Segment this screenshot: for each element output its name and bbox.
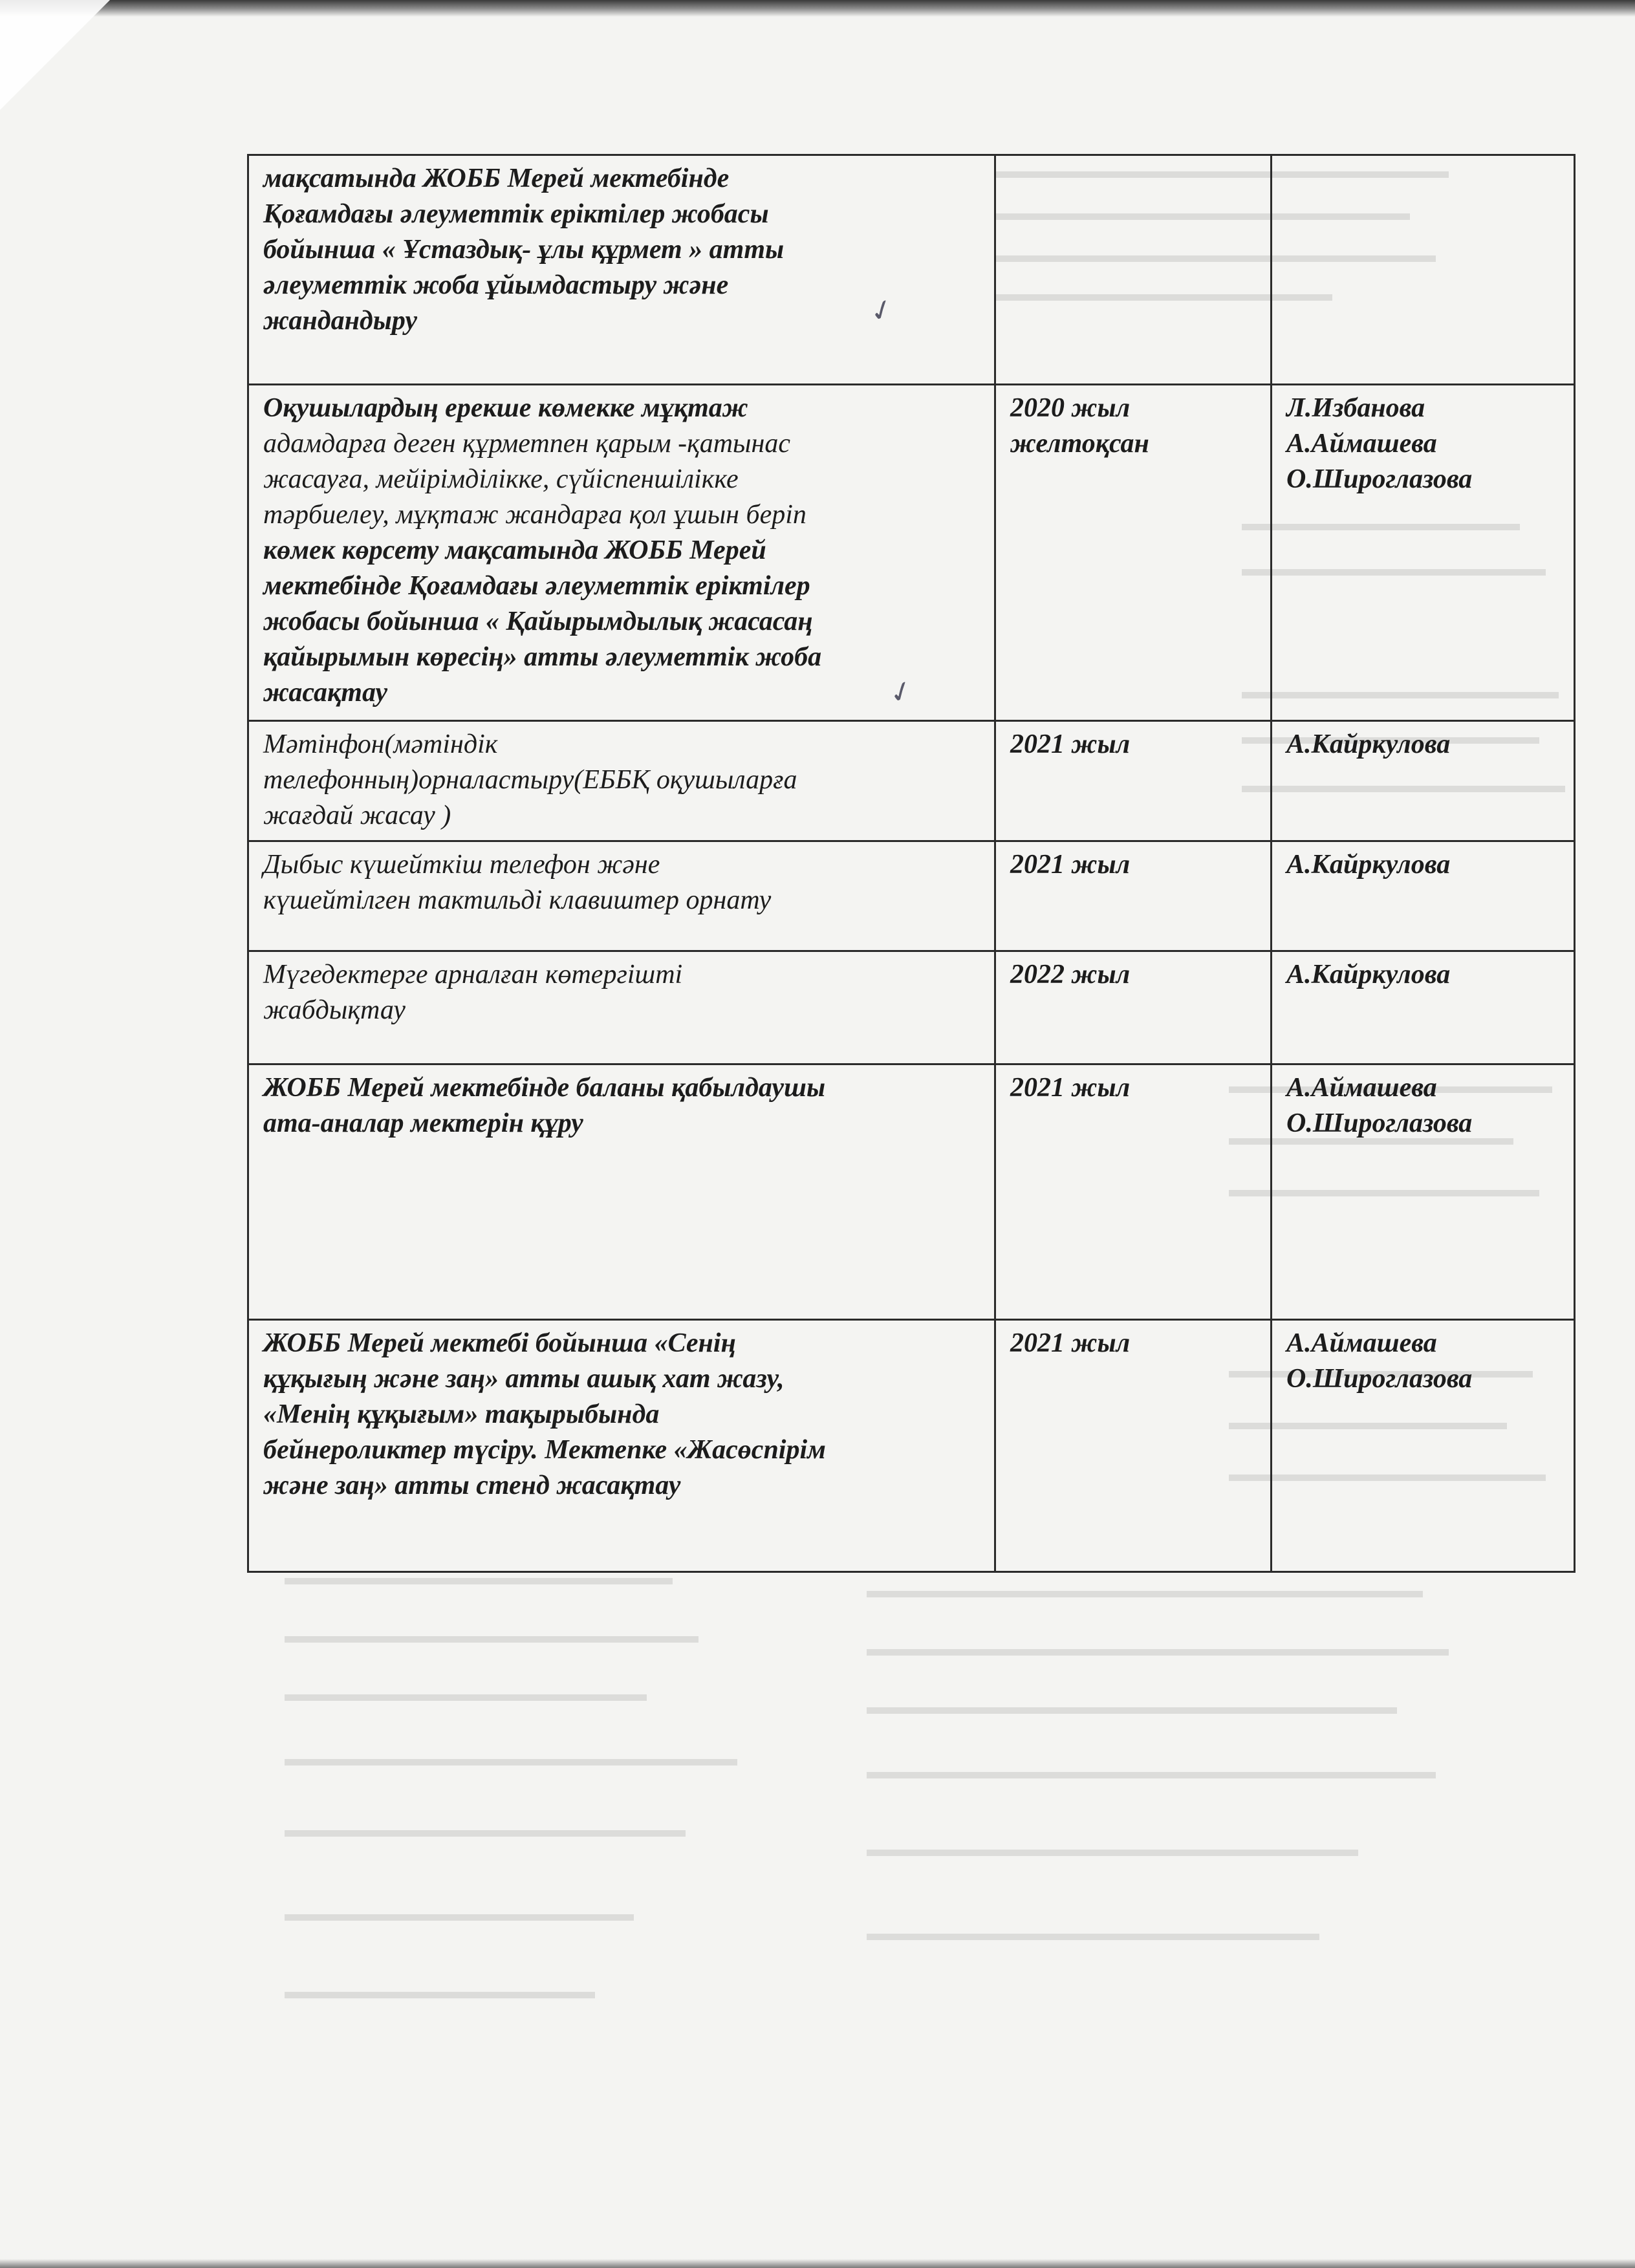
responsible-name: А.Кайркулова [1286,960,1451,989]
bleed-through-mark [867,1707,1397,1714]
event-line: адамдарға деген құрметпен қарым -қатынас [263,429,790,459]
date-line: 2021 жыл [1010,850,1131,880]
event-line: Қоғамдағы әлеуметтік еріктілер жобасы [263,199,769,229]
table-row [248,721,1575,841]
responsible-cell [1272,1320,1575,1572]
date-cell [995,385,1272,721]
bleed-through-mark [285,1636,698,1643]
date-cell [995,841,1272,951]
bleed-through-mark [867,1591,1423,1597]
date-line: 2021 жыл [1010,1328,1131,1358]
date-line: желтоқсан [1010,429,1149,459]
check-mark-icon: ✓ [865,291,899,330]
check-mark-icon: ✓ [884,673,918,712]
event-line: жандандыру [263,306,417,336]
event-line: бейнероликтер түсіру. Мектепке «Жасөспірім [263,1435,826,1465]
bleed-through-mark [285,1578,673,1584]
event-line: тәрбиелеу, мұқтаж жандарға қол ұшын беріп [263,500,807,530]
table-row [248,951,1575,1064]
event-line: телефонның)орналастыру(ЕББҚ оқушыларға [263,765,797,795]
event-line: және заң» атты стенд жасақтау [263,1471,681,1500]
scan-edge-bottom [0,2259,1635,2268]
table-row [248,1320,1575,1572]
event-line: Оқушылардың ерекше көмекке мұқтаж [263,393,748,423]
bleed-through-mark [285,1830,686,1837]
event-line: құқығың және заң» атты ашық хат жазу, [263,1364,785,1394]
bleed-through-mark [285,1759,737,1766]
table-row [248,155,1575,385]
event-line: әлеуметтік жоба ұйымдастыру және [263,270,729,300]
responsible-name: А.Кайркулова [1286,729,1451,759]
bleed-through-mark [285,1992,595,1998]
event-line: мектебінде Қоғамдағы әлеуметтік еріктілер [263,571,810,601]
responsible-name: О.Широглазова [1286,1108,1473,1138]
responsible-name: А.Аймашева [1286,1328,1437,1358]
event-line: мақсатында ЖОББ Мерей мектебінде [263,164,730,193]
event-line: Мәтінфон(мәтіндік [263,729,498,759]
bleed-through-mark [867,1772,1436,1778]
activity-plan-table [247,154,1575,1573]
responsible-cell [1272,721,1575,841]
bleed-through-mark [285,1694,647,1701]
date-line: 2021 жыл [1010,729,1131,759]
event-line: ата-аналар мектерін құру [263,1108,583,1138]
responsible-name: А.Кайркулова [1286,850,1451,880]
bleed-through-mark [285,1914,634,1921]
date-cell [995,1064,1272,1320]
event-cell [248,155,995,385]
responsible-name: А.Аймашева [1286,1073,1437,1103]
event-line: «Менің құқығым» тақырыбында [263,1399,660,1429]
date-line: 2021 жыл [1010,1073,1131,1103]
responsible-cell [1272,385,1575,721]
event-cell [248,841,995,951]
event-line: жабдықтау [263,995,406,1025]
event-cell [248,1320,995,1572]
folded-corner [0,0,110,110]
date-line: 2020 жыл [1010,393,1131,423]
event-cell [248,721,995,841]
date-cell [995,1320,1272,1572]
bleed-through-mark [867,1934,1319,1940]
responsible-name: Л.Избанова [1286,393,1425,423]
bleed-through-mark [867,1649,1449,1656]
event-line: күшейтілген тактильді клавиштер орнату [263,885,772,915]
event-line: жасақтау [263,678,388,707]
responsible-cell [1272,1064,1575,1320]
date-cell [995,721,1272,841]
event-line: ЖОББ Мерей мектебінде баланы қабылдаушы [263,1073,826,1103]
date-line: 2022 жыл [1010,960,1131,989]
responsible-cell [1272,951,1575,1064]
event-line: қайырымын көресің» атты әлеуметтік жоба [263,642,822,672]
event-line: жағдай жасау ) [263,801,451,830]
event-cell [248,951,995,1064]
responsible-name: О.Широглазова [1286,1364,1473,1394]
table-row [248,841,1575,951]
event-cell [248,1064,995,1320]
responsible-cell [1272,841,1575,951]
responsible-cell [1272,155,1575,385]
responsible-name: А.Аймашева [1286,429,1437,459]
date-cell [995,155,1272,385]
table-row [248,385,1575,721]
table-row [248,1064,1575,1320]
event-line: Мүгедектерге арналған көтергішті [263,960,683,989]
event-line: жобасы бойынша « Қайырымдылық жасасаң [263,607,813,636]
event-line: Дыбыс күшейткіш телефон және [263,850,660,880]
event-line: ЖОББ Мерей мектебі бойынша «Сенің [263,1328,736,1358]
event-cell [248,385,995,721]
responsible-name: О.Широглазова [1286,464,1473,494]
scan-edge-top [0,0,1635,17]
event-line: көмек көрсету мақсатында ЖОББ Мерей [263,535,766,565]
event-line: бойынша « Ұстаздық- ұлы құрмет » атты [263,235,785,265]
date-cell [995,951,1272,1064]
event-line: жасауға, мейірімділікке, сүйіспеншілікке [263,464,739,494]
bleed-through-mark [867,1850,1358,1856]
